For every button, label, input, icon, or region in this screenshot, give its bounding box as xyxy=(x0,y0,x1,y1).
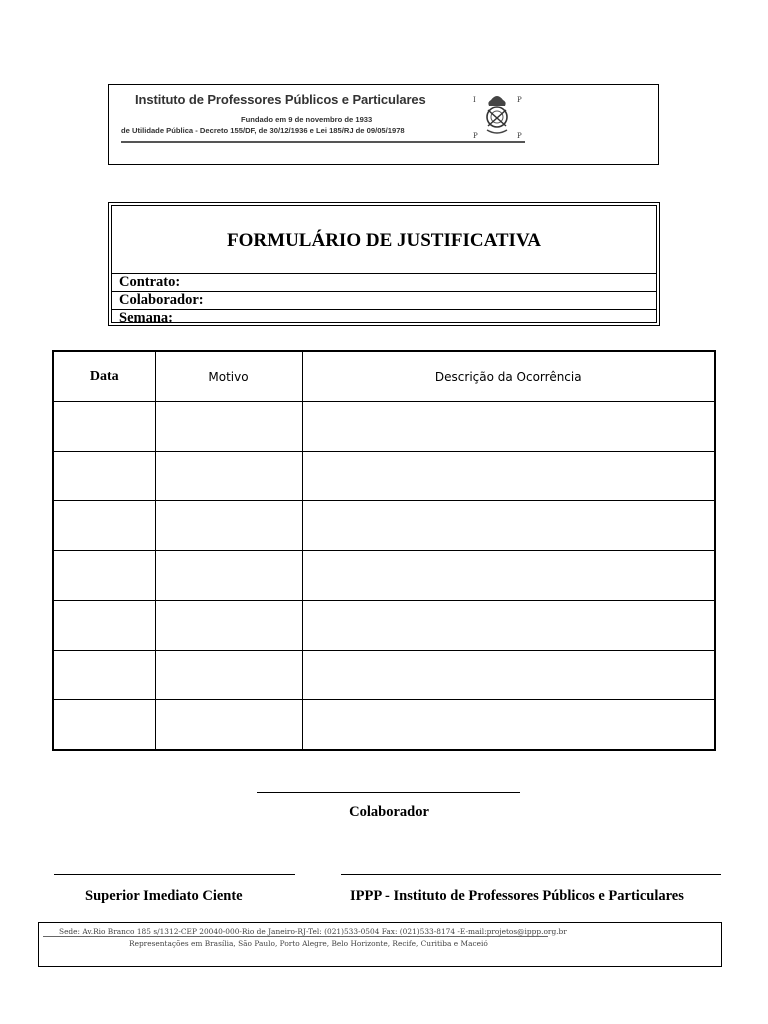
date-cell[interactable] xyxy=(53,451,155,501)
form-title: FORMULÁRIO DE JUSTIFICATIVA xyxy=(227,230,541,251)
table-row xyxy=(53,451,715,501)
description-cell[interactable] xyxy=(302,451,715,501)
collaborator-label: Colaborador: xyxy=(119,292,204,308)
week-field[interactable] xyxy=(112,309,656,326)
justification-table xyxy=(52,350,716,751)
institute-name: Instituto de Professores Públicos e Particulares xyxy=(135,92,426,107)
seal-letter-bottom-left: P xyxy=(473,132,478,140)
superior-signature-label: Superior Imediato Ciente xyxy=(85,888,243,904)
footer-address: Sede: Av.Rio Branco 185 s/1312-CEP 20040-000-Rio de Janeiro-RJ-Tel: (021)533-0504 Fax: (021)533-8174 -E-mail:projetos@ippp.org.br xyxy=(59,927,567,936)
date-cell[interactable] xyxy=(53,650,155,700)
reason-cell[interactable] xyxy=(155,402,302,452)
description-cell[interactable] xyxy=(302,501,715,551)
table-row xyxy=(53,650,715,700)
footer-address-box xyxy=(38,922,722,967)
reason-cell[interactable] xyxy=(155,451,302,501)
date-cell[interactable] xyxy=(53,600,155,650)
logo-underline xyxy=(121,141,525,143)
institute-logo-banner xyxy=(121,89,523,143)
contract-label: Contrato: xyxy=(119,274,181,290)
institute-header xyxy=(108,84,659,165)
description-cell[interactable] xyxy=(302,650,715,700)
seal-letter-top-right: P xyxy=(517,96,522,104)
description-cell[interactable] xyxy=(302,402,715,452)
collaborator-signature-line xyxy=(257,792,520,793)
superior-signature-line xyxy=(54,874,295,875)
collaborator-signature-label: Colaborador xyxy=(349,804,429,820)
date-cell[interactable] xyxy=(53,402,155,452)
collaborator-field[interactable] xyxy=(112,291,656,308)
seal-letter-bottom-right: P xyxy=(517,132,522,140)
public-utility-decree: de Utilidade Pública - Decreto 155/DF, de 30/12/1936 e Lei 185/RJ de 09/05/1978 xyxy=(121,126,405,135)
founded-date: Fundado em 9 de novembro de 1933 xyxy=(241,115,373,124)
column-header-date: Data xyxy=(53,351,155,402)
table-row xyxy=(53,700,715,750)
ippp-signature-line xyxy=(341,874,721,875)
column-header-reason: Motivo xyxy=(155,351,302,402)
table-header-row xyxy=(53,351,715,402)
institute-seal-icon xyxy=(471,90,527,142)
form-header-inner xyxy=(111,205,657,326)
reason-cell[interactable] xyxy=(155,700,302,750)
week-label: Semana: xyxy=(119,310,173,326)
ippp-signature-label: IPPP - Instituto de Professores Públicos e Particulares xyxy=(350,888,684,904)
description-cell[interactable] xyxy=(302,700,715,750)
date-cell[interactable] xyxy=(53,501,155,551)
seal-letter-top-left: I xyxy=(473,96,476,104)
table-row xyxy=(53,551,715,601)
table-row xyxy=(53,402,715,452)
reason-cell[interactable] xyxy=(155,650,302,700)
form-header-box xyxy=(108,202,660,326)
table-row xyxy=(53,600,715,650)
reason-cell[interactable] xyxy=(155,600,302,650)
date-cell[interactable] xyxy=(53,551,155,601)
description-cell[interactable] xyxy=(302,600,715,650)
footer-divider xyxy=(43,936,548,937)
date-cell[interactable] xyxy=(53,700,155,750)
footer-representations: Representações em Brasília, São Paulo, Porto Alegre, Belo Horizonte, Recife, Curitiba e Maceió xyxy=(129,939,488,948)
reason-cell[interactable] xyxy=(155,501,302,551)
contract-field[interactable] xyxy=(112,273,656,290)
reason-cell[interactable] xyxy=(155,551,302,601)
description-cell[interactable] xyxy=(302,551,715,601)
column-header-description: Descrição da Ocorrência xyxy=(302,351,715,402)
table-row xyxy=(53,501,715,551)
table-body xyxy=(53,402,715,751)
